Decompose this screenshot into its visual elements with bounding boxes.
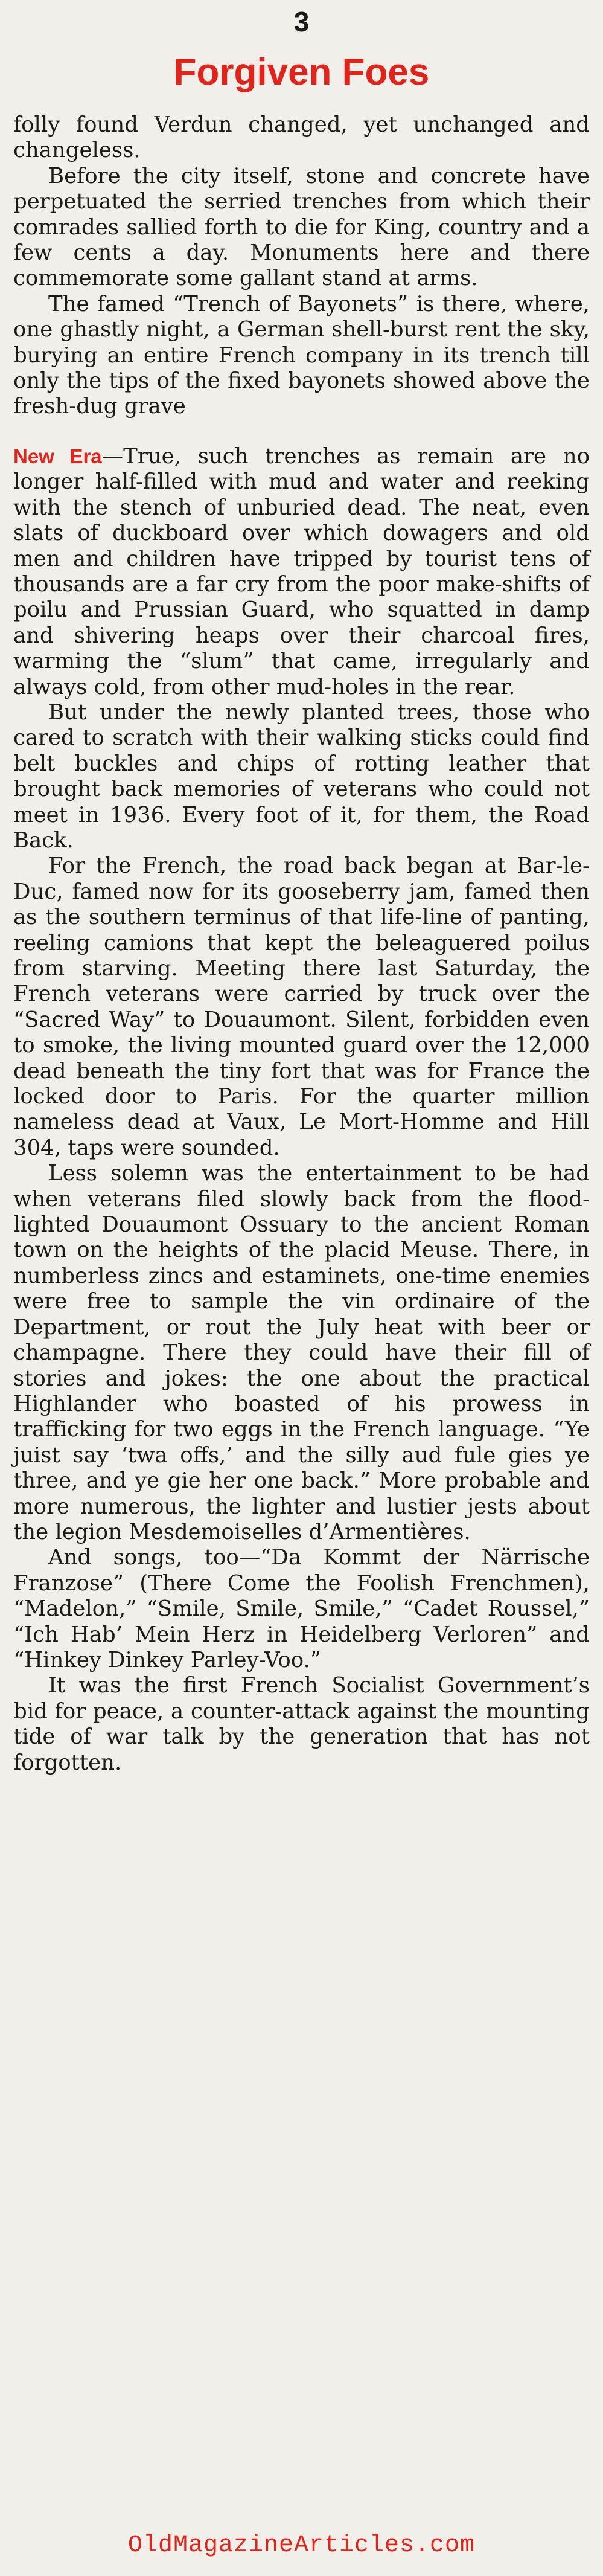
paragraph: But under the newly planted trees, those who cared to scratch with their walking sticks could find belt buckles and chips of rotting leather that brought back memories of veterans who could not meet in 1936. Every foot of it, for them, the Road Back.	[13, 699, 590, 853]
paragraph: And songs, too—“Da Kommt der Närrische Franzose” (There Come the Foolish Frenchmen), “Madelon,” “Smile, Smile, Smile,” “Cadet Roussel,” “Ich Hab’ Mein Herz in Heidelberg Verloren” and “Hinkey Dinkey Parley-Voo.”	[13, 1545, 590, 1672]
site-credit: OldMagazineArticles.com	[127, 2532, 476, 2559]
article-body	[13, 112, 590, 1776]
section-lead-text: —True, such trenches as remain are no longer half-filled with mud and water and reeking with the stench of unburied dead. The neat, even slats of duckboard over which dowagers and old men and children have tripped by tourist tens of thousands are a far cry from the poor make-shifts of poilu and Prussian Guard, who squatted in damp and shivering heaps over their charcoal fires, warming the “slum” that came, irregularly and always cold, from other mud-holes in the rear.	[13, 443, 590, 699]
paragraph: The famed “Trench of Bayonets” is there, where, one ghastly night, a German shell-burst rent the sky, burying an entire French company in its trench till only the tips of the fixed bayonets showed above the fresh-dug grave	[13, 291, 590, 419]
paragraph: Before the city itself, stone and concrete have perpetuated the serried trenches from which their comrades sallied forth to die for King, country and a few cents a day. Monuments here and there commemorate some gallant stand at arms.	[13, 163, 590, 291]
paragraph: For the French, the road back began at Bar-le-Duc, famed now for its gooseberry jam, famed then as the southern terminus of that life-line of panting, reeling camions that kept the beleaguered poilus from starving. Meeting there last Saturday, the French veterans were carried by truck over the “Sacred Way” to Douaumont. Silent, forbidden even to smoke, the living mounted guard over the 12,000 dead beneath the tiny fort that was for France the locked door to Paris. For the quarter million nameless dead at Vaux, Le Mort-Homme and Hill 304, taps were sounded.	[13, 853, 590, 1160]
paragraph: folly found Verdun changed, yet unchanged and changeless.	[13, 112, 590, 163]
section-subhead: New Era	[13, 445, 102, 467]
section-paragraph-new-era	[13, 444, 590, 700]
paragraph: It was the first French Socialist Government’s bid for peace, a counter-attack against the mounting tide of war talk by the generation that has not forgotten.	[13, 1673, 590, 1775]
paragraph: Less solemn was the entertainment to be had when veterans filed slowly back from the flood-lighted Douaumont Ossuary to the ancient Roman town on the heights of the placid Meuse. There, in numberless zincs and estaminets, one-time enemies were free to sample the vin ordinaire of the Department, or rout the July heat with beer or champagne. There they could have their fill of stories and jokes: the one about the practical Highlander who boasted of his prowess in trafficking for two eggs in the French language. “Ye juist say ‘twa offs,’ and the silly aud fule gies ye three, and ye gie her one back.” More probable and more numerous, the lighter and lustier jests about the legion Mesdemoiselles d’Armentières.	[13, 1161, 590, 1544]
article-headline: Forgiven Foes	[173, 51, 430, 93]
page-number: 3	[293, 6, 310, 37]
